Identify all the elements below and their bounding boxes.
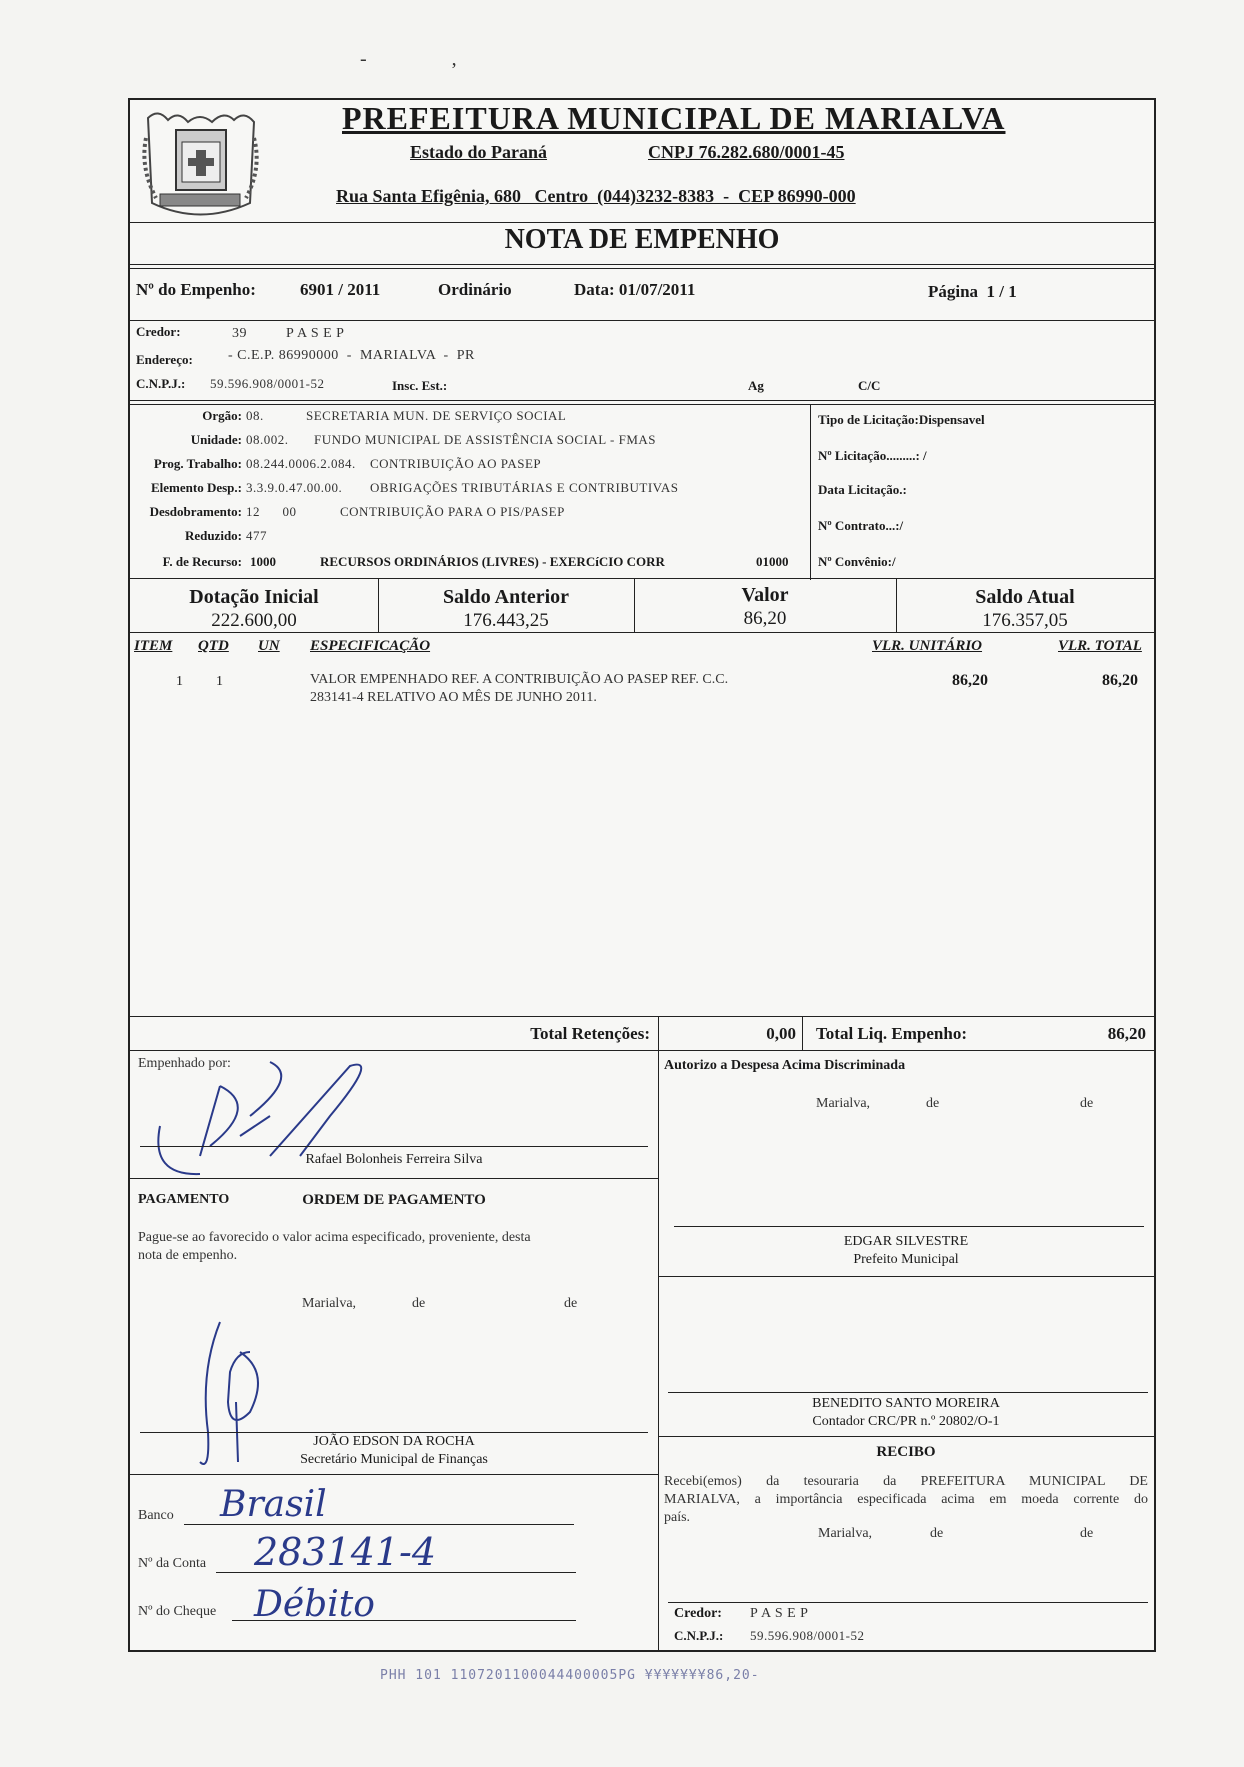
endereco-value: - C.E.P. 86990000 - MARIALVA - PR [228, 348, 475, 363]
empenho-number-label: Nº do Empenho: [136, 280, 256, 299]
empenhado-name: Rafael Bolonheis Ferreira Silva [305, 1152, 483, 1167]
orcamento-label: Orgão: [202, 408, 242, 423]
orcamento-label: Reduzido: [184, 528, 242, 543]
col-valor-total: VLR. TOTAL [1058, 638, 1142, 654]
conta-label: Nº da Conta [138, 1556, 207, 1571]
contador-name: BENEDITO SANTO MOREIRA [812, 1396, 1000, 1411]
orcamento-desc: SECRETARIA MUN. DE SERVIÇO SOCIAL [306, 408, 567, 423]
state-text: Estado do Paraná [410, 142, 548, 162]
doc-title: NOTA DE EMPENHO [504, 224, 780, 255]
saldo-atual-label: Saldo Atual [975, 586, 1075, 608]
total-liq-value: 86,20 [1107, 1024, 1146, 1043]
item-desc-line2: 283141-4 RELATIVO AO MÊS DE JUNHO 2011. [310, 690, 597, 705]
valor-label: Valor [741, 584, 789, 606]
item-number: 1 [176, 674, 183, 689]
conta-handwritten: 283141-4 [254, 1530, 437, 1574]
agencia-label: Ag [748, 378, 764, 393]
orcamento-label: Desdobramento: [149, 504, 242, 519]
cheque-handwritten: Débito [254, 1584, 375, 1625]
orcamento-label: Unidade: [190, 432, 242, 447]
pagamento-de2: de [564, 1296, 578, 1311]
col-qtd: QTD [198, 638, 229, 654]
orcamento-desc: OBRIGAÇÕES TRIBUTÁRIAS E CONTRIBUTIVAS [370, 480, 679, 495]
secretario-role: Secretário Municipal de Finanças [300, 1452, 488, 1467]
empenho-type: Ordinário [438, 280, 512, 299]
numero-licitacao: Nº Licitação.........: / [818, 448, 927, 463]
saldo-anterior-label: Saldo Anterior [442, 586, 570, 608]
data-licitacao: Data Licitação.: [818, 482, 907, 497]
recibo-title: RECIBO [876, 1444, 936, 1460]
orcamento-desc: CONTRIBUIÇÃO AO PASEP [370, 456, 542, 471]
conta-corrente-label: C/C [858, 378, 881, 393]
col-item: ITEM [134, 638, 173, 654]
numero-convenio: Nº Convênio:/ [818, 554, 896, 569]
address-text: Rua Santa Efigênia, 680 Centro (044)3232-8383 - CEP 86990-000 [336, 186, 856, 206]
empenho-number: 6901 / 2011 [300, 280, 381, 299]
recibo-credor-label: Credor: [674, 1606, 722, 1621]
orcamento-code: 12 00 [246, 504, 297, 519]
item-total-value: 86,20 [1102, 672, 1138, 689]
numero-contrato: Nº Contrato...:/ [818, 518, 904, 533]
autorizo-place: Marialva, [816, 1096, 871, 1111]
pagamento-de1: de [412, 1296, 426, 1311]
credor-code: 39 [232, 326, 247, 341]
valor-value: 86,20 [743, 608, 787, 629]
total-retencoes-label: Total Retenções: [530, 1024, 650, 1043]
empenho-date: Data: 01/07/2011 [574, 280, 696, 299]
recibo-cnpj-value: 59.596.908/0001-52 [750, 1628, 865, 1643]
recibo-line3: país. [664, 1510, 691, 1525]
recurso-code: 1000 [250, 554, 276, 569]
credor-label: Credor: [136, 324, 181, 339]
dotacao-label: Dotação Inicial [189, 586, 319, 608]
pagamento-text-line2: nota de empenho. [138, 1248, 238, 1263]
endereco-label: Endereço: [136, 352, 193, 367]
item-qtd: 1 [216, 674, 223, 689]
orcamento-desc: FUNDO MUNICIPAL DE ASSISTÊNCIA SOCIAL - FMAS [314, 432, 656, 447]
pagamento-text-line1: Pague-se ao favorecido o valor acima especificado, proveniente, desta [138, 1230, 531, 1245]
empenhado-por-label: Empenhado por: [138, 1056, 231, 1071]
recibo-de1: de [930, 1526, 944, 1541]
autorizo-label: Autorizo a Despesa Acima Discriminada [664, 1058, 906, 1073]
orcamento-code: 08.244.0006.2.084. [246, 456, 356, 471]
orcamento-desc: CONTRIBUIÇÃO PARA O PIS/PASEP [340, 504, 565, 519]
prefeito-role: Prefeito Municipal [853, 1252, 959, 1267]
item-unit-value: 86,20 [952, 672, 988, 689]
insc-est-label: Insc. Est.: [392, 378, 448, 393]
cnpj-text: CNPJ 76.282.680/0001-45 [648, 142, 845, 162]
prefeito-name: EDGAR SILVESTRE [843, 1234, 969, 1249]
recibo-credor-value: P A S E P [750, 1606, 809, 1621]
page-title: PREFEITURA MUNICIPAL DE MARIALVA [342, 100, 1006, 136]
total-liq-label: Total Liq. Empenho: [816, 1024, 967, 1043]
pagamento-place: Marialva, [302, 1296, 357, 1311]
banco-label: Banco [138, 1508, 174, 1523]
pagamento-label: PAGAMENTO [138, 1192, 230, 1207]
recurso-label: F. de Recurso: [162, 554, 242, 569]
col-especificacao: ESPECIFICAÇÃO [310, 638, 431, 654]
orcamento-code: 3.3.9.0.47.00.00. [246, 480, 343, 495]
nota-empenho-document [128, 98, 1156, 1652]
scan-footer-code: PHH 101 1107201100044400005PG ¥¥¥¥¥¥¥86,20- [380, 1668, 760, 1683]
scan-marks: - , [360, 48, 497, 70]
orcamento-code: 08.002. [246, 432, 289, 447]
orcamento-code: 477 [246, 528, 267, 543]
item-desc-line1: VALOR EMPENHADO REF. A CONTRIBUIÇÃO AO PASEP REF. C.C. [310, 672, 729, 687]
cnpj-value: 59.596.908/0001-52 [210, 376, 325, 391]
recibo-line2: MARIALVA, a importância especificada acima em moeda corrente do [664, 1492, 1148, 1507]
credor-name: P A S E P [286, 326, 345, 341]
col-un: UN [258, 638, 280, 654]
cheque-label: Nº do Cheque [138, 1604, 217, 1619]
coat-of-arms-icon [138, 108, 262, 226]
recibo-cnpj-label: C.N.P.J.: [674, 1628, 724, 1643]
saldo-atual-value: 176.357,05 [982, 610, 1068, 631]
orcamento-label: Prog. Trabalho: [153, 456, 242, 471]
autorizo-de1: de [926, 1096, 940, 1111]
autorizo-de2: de [1080, 1096, 1094, 1111]
ordem-pagamento-label: ORDEM DE PAGAMENTO [302, 1192, 486, 1208]
orcamento-label: Elemento Desp.: [151, 480, 242, 495]
page-number: Página 1 / 1 [928, 282, 1017, 301]
recibo-de2: de [1080, 1526, 1094, 1541]
cnpj-label: C.N.P.J.: [136, 376, 186, 391]
dotacao-value: 222.600,00 [211, 610, 297, 631]
contador-role: Contador CRC/PR n.º 20802/O-1 [812, 1414, 1000, 1429]
orcamento-code: 08. [246, 408, 264, 423]
secretario-name: JOÃO EDSON DA ROCHA [313, 1434, 475, 1449]
saldo-anterior-value: 176.443,25 [463, 610, 549, 631]
banco-handwritten: Brasil [220, 1484, 327, 1525]
tipo-licitacao: Tipo de Licitação:Dispensavel [818, 412, 985, 427]
recibo-place: Marialva, [818, 1526, 873, 1541]
total-retencoes-value: 0,00 [766, 1024, 796, 1043]
recurso-desc: RECURSOS ORDINÁRIOS (LIVRES) - EXERCíCIO CORR [320, 554, 665, 569]
recibo-line1: Recebi(emos) da tesouraria da PREFEITURA MUNICIPAL DE [664, 1474, 1148, 1489]
col-valor-unitario: VLR. UNITÁRIO [872, 638, 983, 654]
recurso-number: 01000 [756, 554, 789, 569]
